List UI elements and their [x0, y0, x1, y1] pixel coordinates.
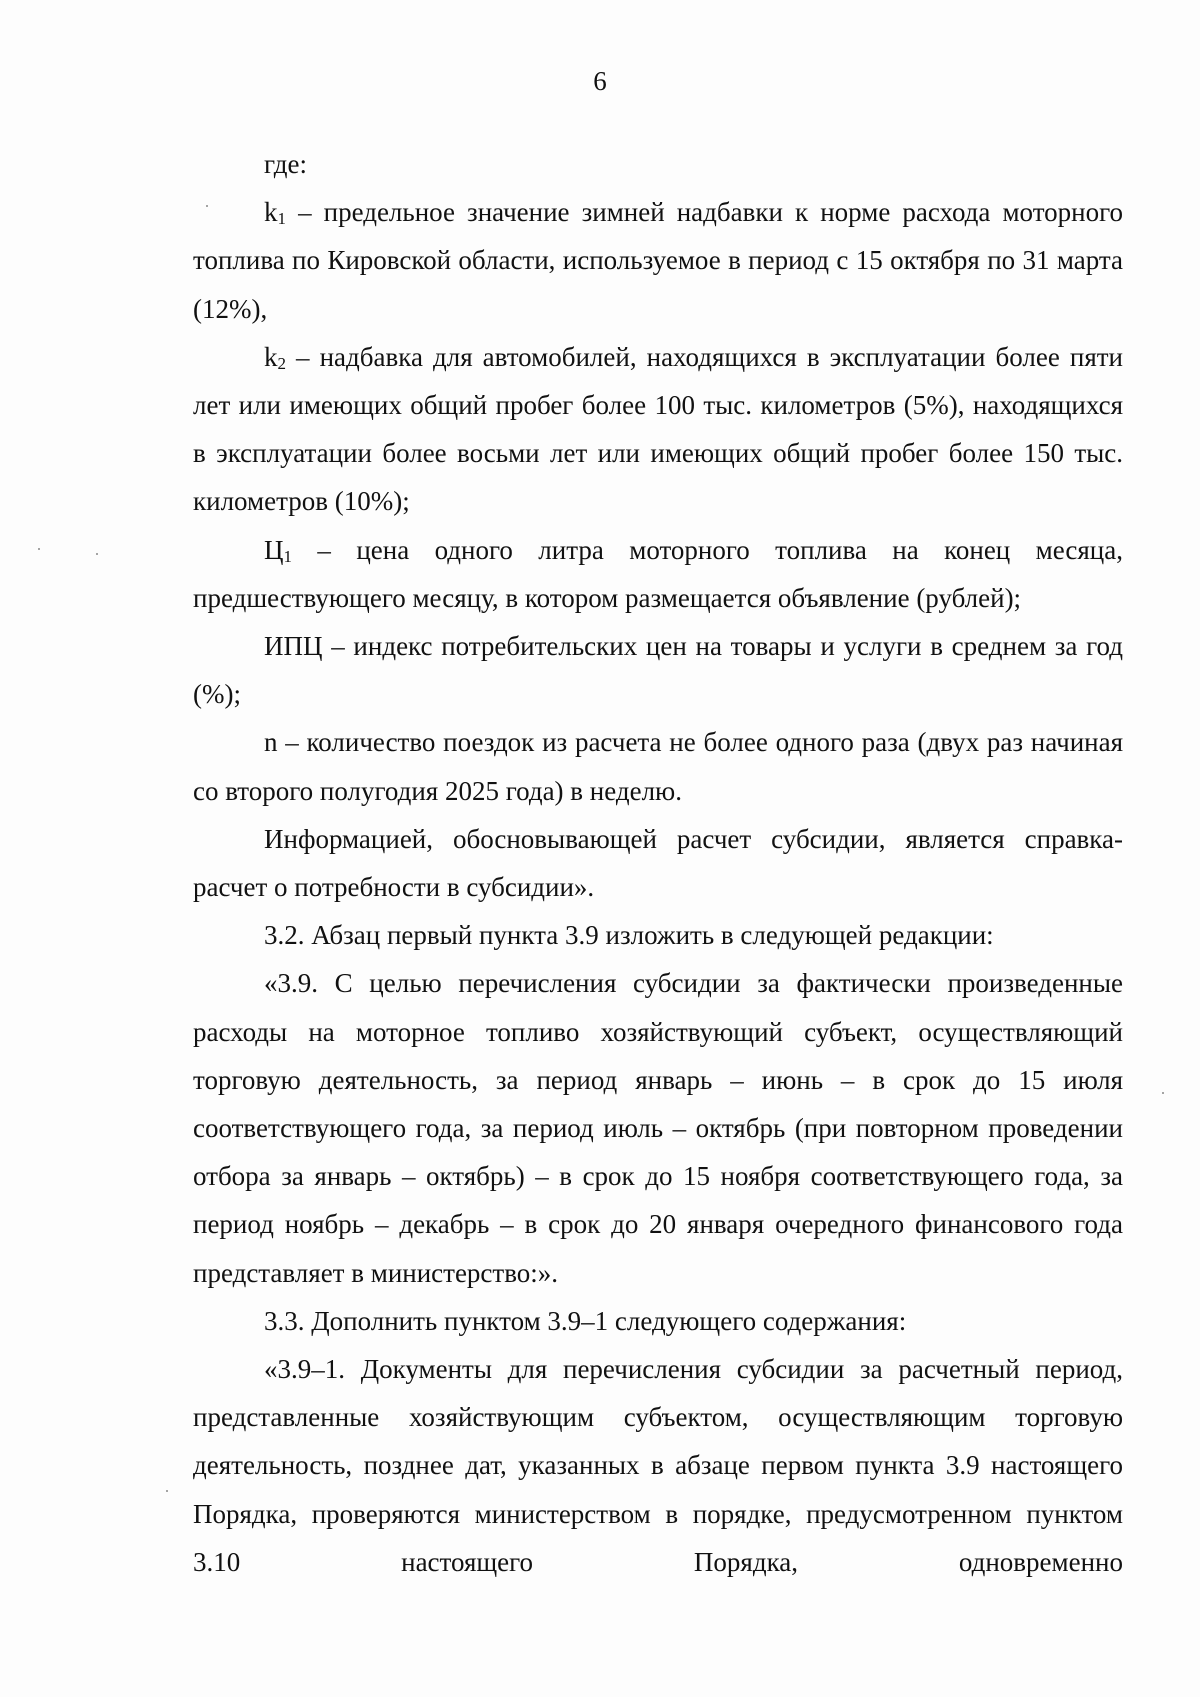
paragraph-3-9: «3.9. С целью перечисления субсидии за фактически произведенные расходы на моторное топливо хозяйствующий субъект, осуществляющий торговую деятельность, за период январь – июнь – в срок до 15 июля соответствующего года, за период июль – октябрь (при повторном проведении отбора за январь – октябрь) – в срок до 15 ноября соответствующего года, за период ноябрь – декабрь – в срок до 20 января очередного финансового года представляет в министерство:». [193, 968, 1123, 1288]
definition-symbol: ИПЦ [264, 631, 323, 662]
definition-text: – надбавка для автомобилей, находящихся в эксплуатации более пяти лет или имеющих общий пробег более 100 тыс. километров (5%), находящихся в эксплуатации более восьми лет или имеющих общий пробег более 150 тыс. километров (10%); [193, 341, 1123, 517]
definition-symbol: Ц [264, 534, 284, 565]
definition-symbol: k [264, 341, 278, 372]
definition-text: – индекс потребительских цен на товары и услуги в среднем за год (%); [193, 631, 1123, 710]
intro-text: где: [264, 149, 307, 179]
definition-text: – цена одного литра моторного топлива на конец месяца, предшествующего месяцу, в котором размещается объявление (рублей); [193, 534, 1123, 613]
definition-subscript: 2 [277, 353, 286, 373]
definition-text: – предельное значение зимней надбавки к норме расхода моторного топлива по Кировской области, используемое в период с 15 октября по 31 марта (12%), [193, 197, 1123, 324]
definition-n [193, 718, 1123, 814]
scan-speck [1162, 1092, 1164, 1094]
paragraph-info: Информацией, обосновывающей расчет субсидии, является справка-расчет о потребности в субсидии». [193, 823, 1123, 903]
definition-subscript: 1 [277, 209, 286, 229]
scan-speck [38, 548, 40, 550]
scan-speck [206, 205, 208, 207]
paragraph-3-9-1: «3.9–1. Документы для перечисления субсидии за расчетный период, представленные хозяйствующим субъектом, осуществляющим торговую деятельность, позднее дат, указанных в абзаце первом пункта 3.9 настоящего Порядка, проверяются министерством в порядке, предусмотренном пунктом 3.10 настоящего Порядка, одновременно [193, 1354, 1123, 1577]
document-body [193, 140, 1123, 1586]
definition-ipc [193, 622, 1123, 718]
page-number: 6 [593, 66, 607, 96]
paragraph-3-3: 3.3. Дополнить пунктом 3.9–1 следующего содержания: [264, 1305, 907, 1336]
definition-k1 [193, 188, 1123, 333]
definition-subscript: 1 [283, 546, 292, 566]
definition-text: – количество поездок из расчета не более одного раза (двух раз начиная со второго полугодия 2025 года) в неделю. [193, 727, 1123, 806]
scan-speck [166, 1490, 168, 1492]
definition-symbol: n [264, 727, 278, 758]
paragraph-3-2: 3.2. Абзац первый пункта 3.9 изложить в следующей редакции: [264, 920, 994, 951]
definition-k2 [193, 333, 1123, 526]
definition-symbol: k [264, 197, 278, 228]
definition-c1 [193, 526, 1123, 622]
scan-speck [96, 553, 98, 555]
